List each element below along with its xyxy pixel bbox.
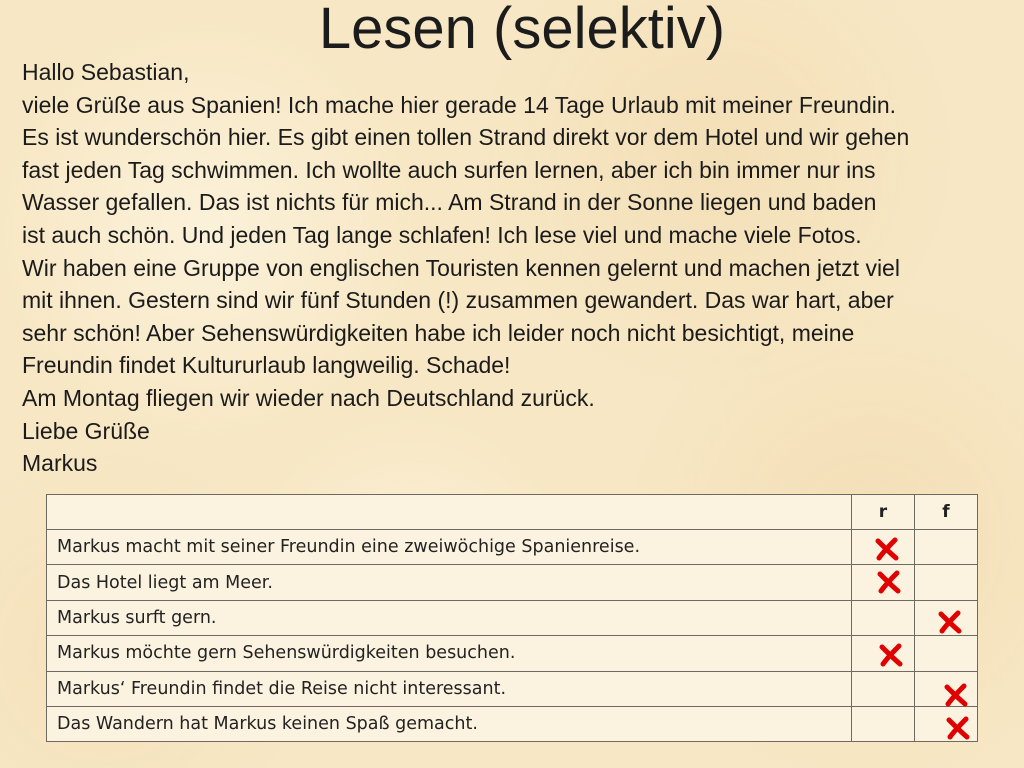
slide-title: Lesen (selektiv) xyxy=(318,0,726,61)
letter-line: sehr schön! Aber Sehenswürdigkeiten habe ich leider noch nicht besichtigt, meine xyxy=(22,319,855,346)
statement-cell: Markus‘ Freundin findet die Reise nicht interessant. xyxy=(47,671,852,706)
header-statement xyxy=(47,495,852,530)
cross-mark-icon xyxy=(874,536,900,562)
cross-mark-icon xyxy=(945,715,971,741)
cross-mark-icon xyxy=(878,642,904,668)
f-cell[interactable] xyxy=(915,706,978,741)
letter-line: Wir haben eine Gruppe von englischen Touristen kennen gelernt und machen jetzt viel xyxy=(22,254,900,281)
table-header-row xyxy=(47,495,978,530)
cross-mark-icon xyxy=(876,569,902,595)
letter-line: viele Grüße aus Spanien! Ich mache hier gerade 14 Tage Urlaub mit meiner Freundin. xyxy=(22,91,897,118)
statement-cell: Markus möchte gern Sehenswürdigkeiten besuchen. xyxy=(47,636,852,671)
letter-closing: Liebe Grüße xyxy=(22,417,150,444)
table-row xyxy=(47,565,978,600)
r-cell[interactable] xyxy=(852,706,915,741)
statement-cell: Markus macht mit seiner Freundin eine zweiwöchige Spanienreise. xyxy=(47,530,852,565)
r-cell[interactable] xyxy=(852,600,915,635)
letter-line: Am Montag fliegen wir wieder nach Deutschland zurück. xyxy=(22,384,595,411)
statement-cell: Das Hotel liegt am Meer. xyxy=(47,565,852,600)
letter-line: fast jeden Tag schwimmen. Ich wollte auch surfen lernen, aber ich bin immer nur ins xyxy=(22,156,876,183)
true-false-table xyxy=(46,494,978,742)
table-row xyxy=(47,600,978,635)
f-cell[interactable] xyxy=(915,565,978,600)
r-cell[interactable] xyxy=(852,565,915,600)
statement-cell: Markus surft gern. xyxy=(47,600,852,635)
letter-line: ist auch schön. Und jeden Tag lange schlafen! Ich lese viel und mache viele Fotos. xyxy=(22,221,862,248)
statement-cell: Das Wandern hat Markus keinen Spaß gemacht. xyxy=(47,706,852,741)
table-row xyxy=(47,706,978,741)
r-cell[interactable] xyxy=(852,671,915,706)
cross-mark-icon xyxy=(937,609,963,635)
table-row xyxy=(47,671,978,706)
letter-line: Freundin findet Kultururlaub langweilig. Schade! xyxy=(22,352,511,379)
letter-line: mit ihnen. Gestern sind wir fünf Stunden (!) zusammen gewandert. Das war hart, aber xyxy=(22,287,894,314)
f-cell[interactable] xyxy=(915,600,978,635)
f-cell[interactable] xyxy=(915,636,978,671)
f-cell[interactable] xyxy=(915,530,978,565)
f-cell[interactable] xyxy=(915,671,978,706)
letter-greeting: Hallo Sebastian, xyxy=(22,59,190,85)
table-row xyxy=(47,636,978,671)
r-cell[interactable] xyxy=(852,530,915,565)
table-row xyxy=(47,530,978,565)
letter-signature: Markus xyxy=(22,450,98,477)
header-r: r xyxy=(852,495,915,530)
letter-line: Es ist wunderschön hier. Es gibt einen tollen Strand direkt vor dem Hotel und wir gehen xyxy=(22,124,910,151)
letter-line: Wasser gefallen. Das ist nichts für mich... Am Strand in der Sonne liegen und baden xyxy=(22,189,877,216)
header-f: f xyxy=(915,495,978,530)
letter-text xyxy=(22,56,1022,480)
cross-mark-icon xyxy=(943,682,969,708)
r-cell[interactable] xyxy=(852,636,915,671)
